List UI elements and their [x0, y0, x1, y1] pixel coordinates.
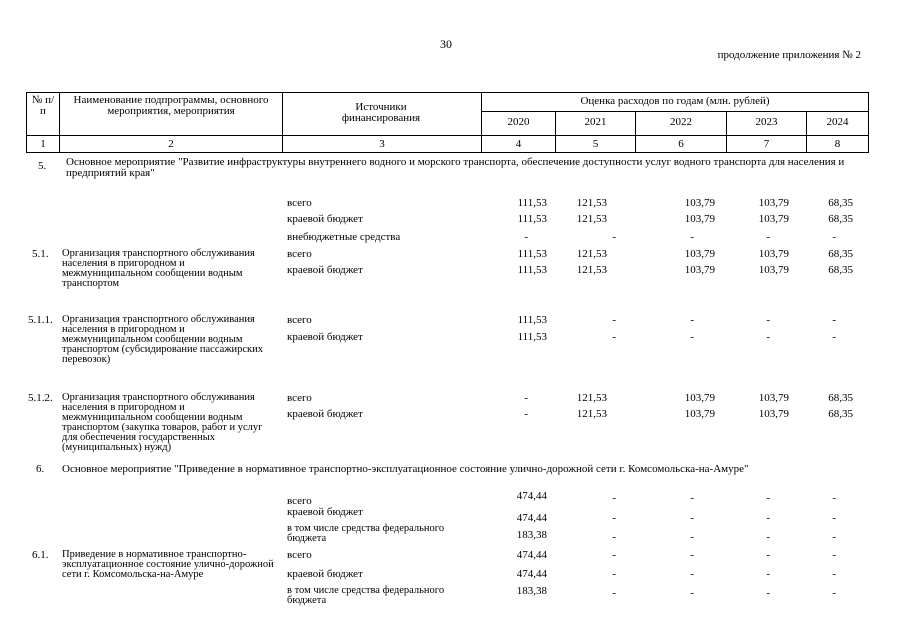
header-year: 2021 [584, 116, 607, 128]
value-cell: - [832, 549, 836, 561]
value-cell: - [690, 512, 694, 524]
value-cell: 103,79 [758, 248, 789, 260]
value-cell: 111,53 [517, 331, 547, 343]
value-cell: - [612, 492, 616, 504]
value-cell: - [612, 331, 616, 343]
value-cell: 68,35 [828, 408, 853, 420]
value-cell: - [766, 331, 770, 343]
row-title: Организация транспортного обслуживания населения в пригородном и межмуниципальном сообщении водным транспортом [62, 248, 255, 289]
source-label: краевой бюджет [287, 408, 363, 420]
value-cell: - [612, 512, 616, 524]
source-label: всего [287, 197, 312, 209]
value-cell: - [832, 531, 836, 543]
value-cell: 103,79 [684, 197, 715, 209]
index-cell: 8 [834, 138, 841, 150]
value-cell: - [766, 587, 770, 599]
source-label: всего [287, 549, 312, 561]
row-number: 5.1.1. [28, 314, 53, 326]
value-cell: - [766, 512, 770, 524]
header-year: 2023 [755, 116, 778, 128]
row-number: 6. [36, 463, 45, 475]
value-cell: - [690, 568, 694, 580]
value-cell: 103,79 [758, 264, 789, 276]
value-cell: 68,35 [828, 264, 853, 276]
index-cell: 3 [379, 138, 385, 150]
value-cell: - [690, 549, 694, 561]
value-cell: - [766, 231, 770, 243]
value-cell: - [612, 231, 616, 243]
row-number: 5.1. [32, 248, 49, 260]
header-num: № п/п [31, 94, 55, 117]
value-cell: - [524, 392, 528, 404]
value-cell: 103,79 [684, 408, 715, 420]
header-source: Источники финансирования [341, 101, 421, 124]
value-cell: 121,53 [576, 248, 607, 260]
row-number: 5. [38, 160, 47, 172]
value-cell: 111,53 [517, 248, 547, 260]
value-cell: 103,79 [758, 213, 789, 225]
header-year: 2022 [670, 116, 692, 128]
value-cell: - [832, 512, 836, 524]
value-cell: 121,53 [576, 197, 607, 209]
value-cell: - [524, 408, 528, 420]
row-title: Основное мероприятие "Развитие инфраструктуры внутреннего водного и морского транспорта, обеспечение доступности услуг водного транспорта для населения и предприятий края" [66, 156, 845, 179]
value-cell: - [612, 587, 616, 599]
value-cell: 121,53 [576, 264, 607, 276]
value-cell: 111,53 [517, 197, 547, 209]
value-cell: 103,79 [684, 264, 715, 276]
value-cell: - [690, 587, 694, 599]
row-number: 6.1. [32, 549, 49, 561]
row-number: 5.1.2. [28, 392, 53, 404]
value-cell: - [612, 531, 616, 543]
source-label: в том числе средства федерального бюджета [287, 523, 445, 544]
row-title: Приведение в нормативное транспортно-эксплуатационное состояние улично-дорожной сети г. Комсомольска-на-Амуре [62, 549, 274, 580]
value-cell: 121,53 [576, 392, 607, 404]
value-cell: 103,79 [758, 408, 789, 420]
value-cell: 68,35 [828, 248, 853, 260]
source-label: всего [287, 495, 312, 507]
value-cell: - [612, 568, 616, 580]
value-cell: 103,79 [758, 197, 789, 209]
index-cell: 1 [40, 138, 46, 150]
value-cell: 111,53 [517, 213, 547, 225]
value-cell: 68,35 [828, 197, 853, 209]
page-number: 30 [440, 37, 452, 51]
header-year: 2020 [507, 116, 530, 128]
value-cell: - [612, 549, 616, 561]
source-label: в том числе средства федерального бюджета [287, 585, 445, 606]
value-cell: - [766, 568, 770, 580]
source-label: краевой бюджет [287, 506, 363, 518]
continuation-label: продолжение приложения № 2 [717, 49, 861, 61]
value-cell: - [832, 331, 836, 343]
value-cell: 183,38 [516, 529, 547, 541]
value-cell: 474,44 [516, 512, 547, 524]
value-cell: - [766, 531, 770, 543]
value-cell: 474,44 [516, 490, 547, 502]
value-cell: 121,53 [576, 213, 607, 225]
value-cell: 474,44 [516, 568, 547, 580]
header-costs: Оценка расходов по годам (млн. рублей) [580, 95, 770, 107]
index-cell: 4 [515, 138, 522, 150]
source-label: всего [287, 314, 312, 326]
value-cell: 183,38 [516, 585, 547, 597]
row-title: Основное мероприятие "Приведение в нормативное транспортно-эксплуатационное состояние улично-дорожной сети г. Комсомольска-на-Амуре" [62, 463, 749, 475]
value-cell: - [690, 314, 694, 326]
header-name: Наименование подпрограммы, основного мероприятия, мероприятия [73, 94, 269, 117]
value-cell: - [524, 231, 528, 243]
value-cell: - [832, 568, 836, 580]
value-cell: - [832, 314, 836, 326]
value-cell: - [832, 492, 836, 504]
value-cell: - [690, 331, 694, 343]
value-cell: - [832, 231, 836, 243]
index-cell: 6 [678, 138, 684, 150]
value-cell: - [690, 531, 694, 543]
value-cell: 68,35 [828, 392, 853, 404]
value-cell: - [766, 549, 770, 561]
table-header [26, 92, 869, 153]
source-label: краевой бюджет [287, 213, 363, 225]
source-label: внебюджетные средства [287, 231, 401, 243]
value-cell: - [766, 492, 770, 504]
value-cell: 121,53 [576, 408, 607, 420]
source-label: краевой бюджет [287, 331, 363, 343]
value-cell: 103,79 [684, 248, 715, 260]
source-label: всего [287, 248, 312, 260]
value-cell: 111,53 [517, 314, 547, 326]
value-cell: - [832, 587, 836, 599]
index-cell: 5 [592, 138, 599, 150]
value-cell: 103,79 [758, 392, 789, 404]
value-cell: 111,53 [517, 264, 547, 276]
value-cell: 103,79 [684, 213, 715, 225]
value-cell: - [612, 314, 616, 326]
value-cell: - [690, 231, 694, 243]
row-title: Организация транспортного обслуживания населения в пригородном и межмуниципальном сообщении водным транспортом (субсидирование пассажирских перевозок) [62, 314, 264, 365]
source-label: краевой бюджет [287, 568, 363, 580]
value-cell: 474,44 [516, 549, 547, 561]
source-label: краевой бюджет [287, 264, 363, 276]
source-label: всего [287, 392, 312, 404]
header-year: 2024 [826, 116, 849, 128]
value-cell: 103,79 [684, 392, 715, 404]
index-cell: 2 [168, 138, 174, 150]
row-title: Организация транспортного обслуживания населения в пригородном и межмуниципальном сообщении водным транспортом (закупка товаров, работ и услуг для обеспечения государственных (муниципальных) нужд) [62, 392, 263, 453]
index-cell: 7 [763, 138, 770, 150]
value-cell: - [766, 314, 770, 326]
value-cell: 68,35 [828, 213, 853, 225]
value-cell: - [690, 492, 694, 504]
